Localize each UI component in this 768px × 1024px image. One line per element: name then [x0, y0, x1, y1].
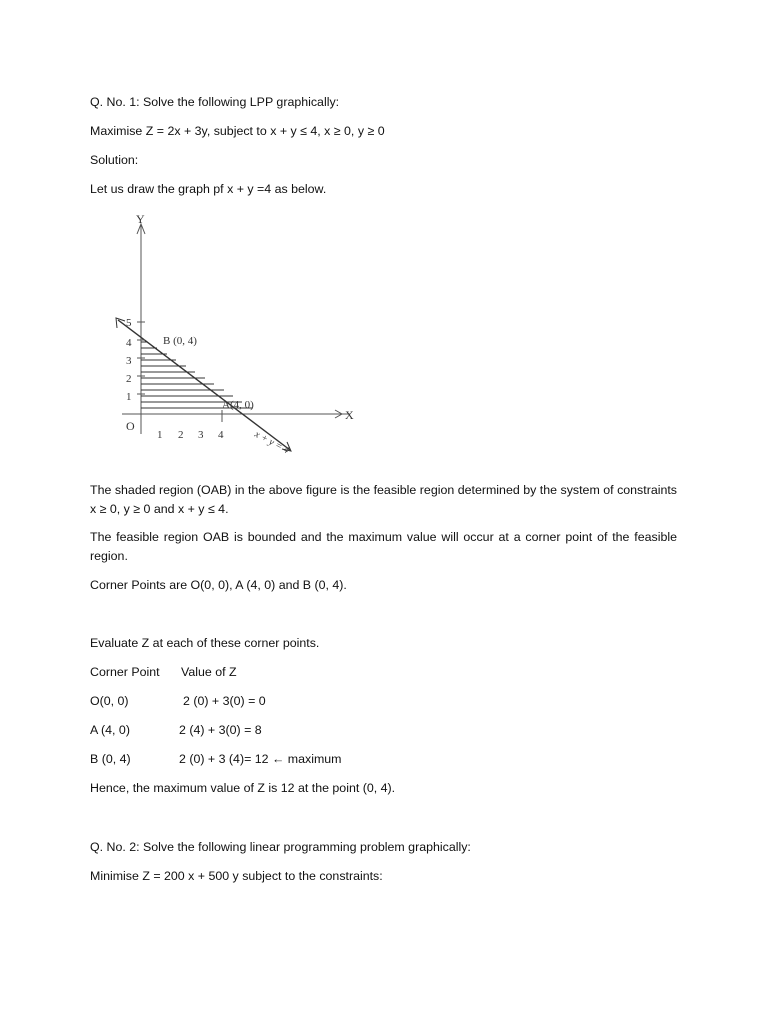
header-value-of-z: Value of Z — [181, 665, 237, 679]
x-tick-2: 2 — [178, 429, 184, 441]
y-axis-label: Y — [136, 212, 145, 226]
point-a-label: A(4, 0) — [222, 399, 254, 411]
row-value: 2 (4) + 3(0) = 8 — [179, 723, 262, 737]
conclusion-text: Hence, the maximum value of Z is 12 at the point (0, 4). — [90, 781, 396, 795]
constraint-line-arrow-top — [116, 318, 125, 328]
header-corner-point: Corner Point — [90, 665, 160, 679]
y-tick-1: 1 — [126, 391, 132, 403]
point-b-label: B (0, 4) — [163, 335, 197, 347]
q2-title: Q. No. 2: Solve the following linear programming problem graphically: — [90, 840, 471, 854]
shaded-region-text: The shaded region (OAB) in the above figure is the feasible region determined by the system of constraints x ≥ 0, y ≥ 0 and x + y ≤ 4. — [90, 483, 677, 516]
row-point: B (0, 4) — [90, 752, 131, 766]
q2-objective: Minimise Z = 200 x + 500 y subject to the constraints: — [90, 869, 383, 883]
x-tick-3: 3 — [198, 429, 204, 441]
q1-title: Q. No. 1: Solve the following LPP graphically: — [90, 95, 340, 109]
row-value: 2 (0) + 3 (4)= 12 ← maximum — [179, 752, 342, 766]
row-point: O(0, 0) — [90, 694, 129, 708]
lpp-graph — [112, 208, 362, 466]
x-axis-label: X — [345, 408, 354, 422]
origin-label: O — [126, 419, 135, 433]
row-value: 2 (0) + 3(0) = 0 — [183, 694, 266, 708]
bounded-region-text: The feasible region OAB is bounded and the maximum value will occur at a corner point of the feasible region. — [90, 530, 677, 563]
graph-intro: Let us draw the graph pf x + y =4 as below. — [90, 182, 327, 196]
x-tick-4: 4 — [218, 429, 224, 441]
y-tick-3: 3 — [126, 355, 132, 367]
x-tick-1: 1 — [157, 429, 163, 441]
solution-label: Solution: — [90, 153, 139, 167]
y-tick-5: 5 — [126, 317, 132, 329]
y-tick-2: 2 — [126, 373, 132, 385]
q1-objective: Maximise Z = 2x + 3y, subject to x + y ≤ 4, x ≥ 0, y ≥ 0 — [90, 124, 385, 138]
row-point: A (4, 0) — [90, 723, 130, 737]
y-tick-4: 4 — [126, 337, 132, 349]
corner-points-text: Corner Points are O(0, 0), A (4, 0) and B (0, 4). — [90, 578, 347, 592]
evaluate-text: Evaluate Z at each of these corner points. — [90, 636, 320, 650]
constraint-line-label: x + y = 4 — [252, 428, 291, 457]
